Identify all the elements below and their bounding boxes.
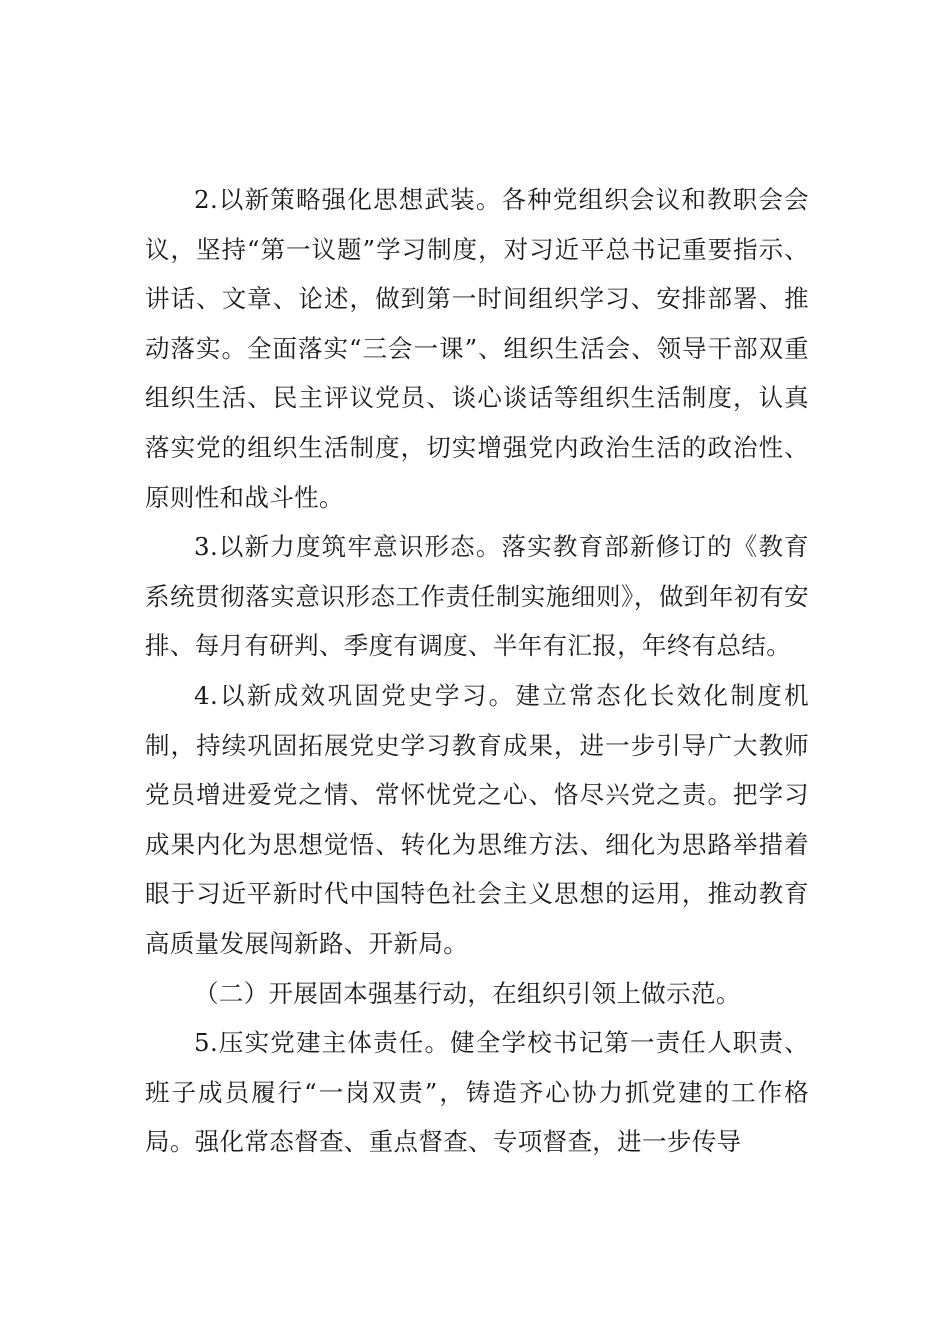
paragraph-item-5: 5.压实党建主体责任。健全学校书记第一责任人职责、班子成员履行“一岗双责”，铸造齐心协力抓党建的工作格局。强化常态督查、重点督查、专项督查，进一步传导 [145, 1028, 809, 1157]
paragraph-item-2: 2.以新策略强化思想武装。各种党组织会议和教职会会议，坚持“第一议题”学习制度，对习近平总书记重要指示、讲话、文章、论述，做到第一时间组织学习、安排部署、推动落实。全面落实“三会一课”、组织生活会、领导干部双重组织生活、民主评议党员、谈心谈话等组织生活制度，认真落实党的组织生活制度，切实增强党内政治生活的政治性、原则性和战斗性。 [145, 185, 809, 512]
section-heading-2: （二）开展固本强基行动，在组织引领上做示范。 [194, 978, 741, 1008]
paragraph-item-4: 4.以新成效巩固党史学习。建立常态化长效化制度机制，持续巩固拓展党史学习教育成果，进一步引导广大教师党员增进爱党之情、常怀忧党之心、恪尽兴党之责。把学习成果内化为思想觉悟、转化为思维方法、细化为思路举措着眼于习近平新时代中国特色社会主义思想的运用，推动教育高质量发展闯新路、开新局。 [145, 680, 809, 958]
paragraph-item-3: 3.以新力度筑牢意识形态。落实教育部新修订的《教育系统贯彻落实意识形态工作责任制实施细则》，做到年初有安排、每月有研判、季度有调度、半年有汇报，年终有总结。 [145, 532, 809, 661]
document-body [145, 175, 809, 1167]
